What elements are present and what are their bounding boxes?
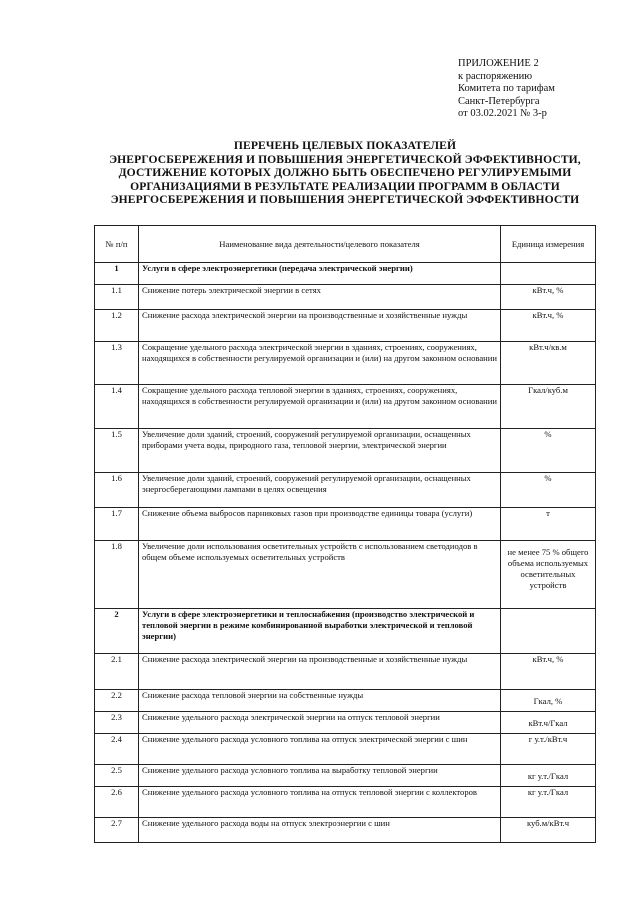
row-unit: куб.м/кВт.ч [501,818,596,843]
appendix-line-1: к распоряжению [458,70,533,82]
table-row [95,263,596,285]
appendix-line-3: Санкт-Петербурга [458,95,540,107]
header-num: № п/п [95,226,139,263]
document-title [95,139,595,207]
title-line-1: ПЕРЕЧЕНЬ ЦЕЛЕВЫХ ПОКАЗАТЕЛЕЙ [233,139,457,152]
row-num: 2.1 [95,654,139,690]
row-num: 1.6 [95,473,139,508]
appendix-line-4: от 03.02.2021 № 3-р [458,108,547,120]
header-unit: Единица измерения [501,226,596,263]
title-line-4: ОРГАНИЗАЦИЯМИ В РЕЗУЛЬТАТЕ РЕАЛИЗАЦИИ ПРОГРАММ В ОБЛАСТИ [130,179,560,193]
table-row [95,385,596,429]
row-name: Снижение удельного расхода условного топлива на выработку тепловой энергии [139,765,501,787]
table-row [95,508,596,541]
table-row [95,654,596,690]
row-name: Сокращение удельного расхода тепловой энергии в зданиях, строениях, сооружениях, находящихся в собственности регулируемой организации и (или) на другом законном основании [139,385,501,429]
row-name: Снижение объема выбросов парниковых газов при производстве единицы товара (услуги) [139,508,501,541]
table-row [95,473,596,508]
row-num: 1.4 [95,385,139,429]
row-unit: кг у.т./Гкал [501,765,596,787]
row-num: 2 [95,609,139,654]
table-row [95,310,596,342]
row-num: 1.3 [95,342,139,385]
row-unit: кВт.ч/кв.м [501,342,596,385]
table-row [95,285,596,310]
row-unit: кВт.ч, % [501,310,596,342]
row-num: 2.4 [95,734,139,765]
row-name: Сокращение удельного расхода электрической энергии в зданиях, строениях, сооружениях, находящихся в собственности регулируемой организации и (или) на другом законном основании [139,342,501,385]
row-num: 1.5 [95,429,139,473]
row-name: Увеличение доли использования осветительных устройств с использованием светодиодов в общем объеме используемых осветительных устройств [139,541,501,609]
row-num: 1.7 [95,508,139,541]
table-row [95,734,596,765]
row-unit: Гкал, % [501,690,596,712]
row-name: Снижение удельного расхода условного топлива на отпуск электрической энергии с шин [139,734,501,765]
row-num: 1 [95,263,139,285]
row-name: Снижение удельного расхода электрической энергии на отпуск тепловой энергии [139,712,501,734]
row-name: Увеличение доли зданий, строений, сооружений регулируемой организации, оснащенных энергосберегающими лампами в целях освещения [139,473,501,508]
table-row [95,787,596,818]
row-name: Услуги в сфере электроэнергетики и теплоснабжения (производство электрической и тепловой энергии в режиме комбинированной выработки электрической и тепловой энергии) [139,609,501,654]
row-name: Снижение расхода тепловой энергии на собственные нужды [139,690,501,712]
row-unit: кг у.т./Гкал [501,787,596,818]
row-unit [501,609,596,654]
row-num: 2.7 [95,818,139,843]
row-num: 2.3 [95,712,139,734]
row-unit: % [501,429,596,473]
table-row [95,690,596,712]
table-header-row [95,226,596,263]
row-unit: не менее 75 % общего объема используемых осветительных устройств [501,541,596,609]
table-row [95,541,596,609]
title-line-3: ДОСТИЖЕНИЕ КОТОРЫХ ДОЛЖНО БЫТЬ ОБЕСПЕЧЕНО РЕГУЛИРУЕМЫМИ [118,166,572,179]
row-num: 1.1 [95,285,139,310]
indicators-table [94,225,596,843]
row-unit: кВт.ч, % [501,285,596,310]
row-num: 2.2 [95,690,139,712]
table-row [95,712,596,734]
row-name: Снижение удельного расхода воды на отпуск электроэнергии с шин [139,818,501,843]
row-num: 1.8 [95,541,139,609]
row-num: 1.2 [95,310,139,342]
row-name: Снижение расхода электрической энергии на производственные и хозяйственные нужды [139,654,501,690]
title-line-2: ЭНЕРГОСБЕРЕЖЕНИЯ И ПОВЫШЕНИЯ ЭНЕРГЕТИЧЕСКОЙ ЭФФЕКТИВНОСТИ, [109,152,581,166]
table-row [95,765,596,787]
row-num: 2.5 [95,765,139,787]
row-unit: кВт.ч, % [501,654,596,690]
row-num: 2.6 [95,787,139,818]
row-unit: кВт.ч/Гкал [501,712,596,734]
table-row [95,342,596,385]
header-name: Наименование вида деятельности/целевого показателя [139,226,501,263]
row-unit: г у.т./кВт.ч [501,734,596,765]
row-unit: Гкал/куб.м [501,385,596,429]
row-name: Снижение удельного расхода условного топлива на отпуск тепловой энергии с коллекторов [139,787,501,818]
appendix-line-2: Комитета по тарифам [458,83,555,95]
table-row [95,429,596,473]
row-name: Услуги в сфере электроэнергетики (передача электрической энергии) [139,263,501,285]
row-unit [501,263,596,285]
row-name: Увеличение доли зданий, строений, сооружений регулируемой организации, оснащенных приборами учета воды, природного газа, тепловой энергии, электрической энергии [139,429,501,473]
row-name: Снижение потерь электрической энергии в сетях [139,285,501,310]
row-name: Снижение расхода электрической энергии на производственные и хозяйственные нужды [139,310,501,342]
title-line-5: ЭНЕРГОСБЕРЕЖЕНИЯ И ПОВЫШЕНИЯ ЭНЕРГЕТИЧЕСКОЙ ЭФФЕКТИВНОСТИ [110,193,580,206]
appendix-title: ПРИЛОЖЕНИЕ 2 [458,58,539,69]
row-unit: т [501,508,596,541]
appendix-block [458,58,628,121]
table-row [95,818,596,843]
row-unit: % [501,473,596,508]
table-row [95,609,596,654]
